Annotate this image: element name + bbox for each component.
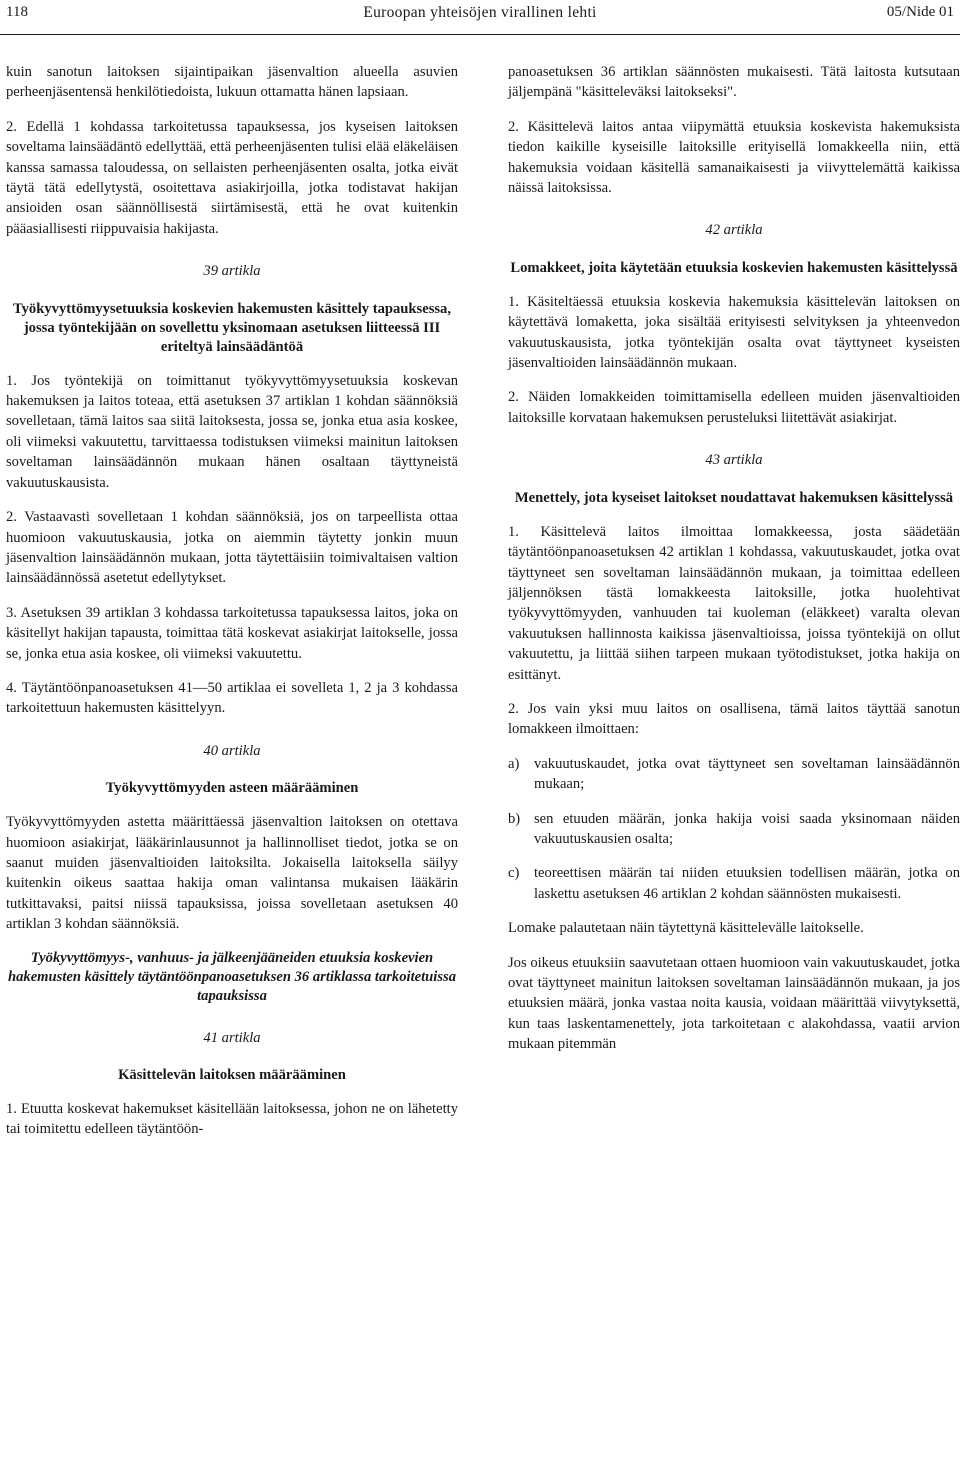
edition-label: 05/Nide 01 xyxy=(886,4,954,20)
paragraph: 2. Jos vain yksi muu laitos on osallisena, tämä laitos täyttää sanotun lomakkeen ilmoittaen: xyxy=(508,700,960,738)
journal-title: Euroopan yhteisöjen virallinen lehti xyxy=(363,4,597,21)
article-number-42: 42 artikla xyxy=(705,222,763,239)
page-number: 118 xyxy=(6,4,28,20)
paragraph: 1. Etuutta koskevat hakemukset käsitellään laitoksessa, johon ne on lähetetty tai toimitettu edelleen täytäntöön- xyxy=(6,1101,458,1138)
paragraph: 1. Käsiteltäessä etuuksia koskevia hakemuksia käsittelevän laitoksen on käytettävä lomaketta, joka sisältää erityisesti selvityksen ja yhteenvedon vakuutuskausista, jotka työntekijän osalta ovat täyttyneet kyseisten jäsenvaltioiden lainsäädännön mukaan. xyxy=(508,293,960,372)
left-column xyxy=(6,62,458,1154)
article-title-39: Työkyvyttömyysetuuksia koskevien hakemusten käsittely tapauksessa, jossa työntekijään on sovellettu yksinomaan asetuksen liitteessä III eriteltyä lainsäädäntöä xyxy=(12,300,451,355)
list-marker: a) xyxy=(508,755,520,772)
article-title-43: Menettely, jota kyseiset laitokset noudattavat hakemuksen käsittelyssä xyxy=(514,489,954,506)
list-text: vakuutuskaudet, jotka ovat täyttyneet sen soveltaman lainsäädännön mukaan; xyxy=(534,755,960,793)
right-column xyxy=(508,62,960,1069)
article-title-42: Lomakkeet, joita käytetään etuuksia koskevien hakemusten käsittelyssä xyxy=(510,259,958,276)
paragraph: 4. Täytäntöönpanoasetuksen 41—50 artiklaa ei sovelleta 1, 2 ja 3 kohdassa tarkoitettuun hakemusten käsittelyyn. xyxy=(6,679,458,717)
paragraph: Jos oikeus etuuksiin saavutetaan ottaen huomioon vain vakuutuskaudet, jotka ovat täyttyneet mainitun laitoksen soveltaman lainsäädännön mukaan, ja jos etuuksien määrä, jonka vastaa noita kausia, voidaan määrittää viivytyksettä, kun taas laskentamenettely, jota tarkoitetaan c alakohdassa, vaatii arvion mukaan pitemmän xyxy=(508,954,960,1053)
paragraph: 2. Käsittelevä laitos antaa viipymättä etuuksia koskevista hakemuksista tiedon kaikille kyseisille laitoksille erityisellä lomakkeella niin, että hakemuksia voidaan käsitellä samanaikaisesti ja viivyttelemättä kaikissa näissä laitoksissa. xyxy=(508,118,960,197)
paragraph: kuin sanotun laitoksen sijaintipaikan jäsenvaltion alueella asuvien perheenjäsentensä henkilötiedoista, lukuun ottamatta hänen lapsiaan. xyxy=(6,64,458,101)
article-title-41: Käsittelevän laitoksen määrääminen xyxy=(118,1067,346,1083)
header-rule xyxy=(0,34,960,35)
paragraph: 1. Käsittelevä laitos ilmoittaa lomakkeessa, josta säädetään täytäntöönpanoasetuksen 42 artiklan 1 kohdassa, vakuutuskaudet, jotka ovat täyttyneet sen soveltaman lainsäädännön mukaan, ja toimittaa edelleen jäljennöksen tästä lomakkeesta laitoksille, jotka huolehtivat työkyvyttömyyden, vanhuuden tai kuoleman (eläkkeet) varalta olevan vakuutuksen hallinnosta kaikissa jäsenvaltioissa, joissa työntekijä on ollut vakuutettu, ja liittää siihen tarpeen mukaan työtodistukset, jotka hakija on esittänyt. xyxy=(508,523,960,683)
paragraph: 2. Edellä 1 kohdassa tarkoitetussa tapauksessa, jos kyseisen laitoksen soveltama lainsäädäntö edellyttää, että perheenjäsenten tulisi elää eläkeläisen kanssa samassa taloudessa, on sellaisten perheenjäsenten osalta, jotka eivät täytä tätä edellytystä, osoitettava asiakirjoilla, jotka todistavat hakijan ansioiden osan säännöllisestä siirtämisestä, että he ovat kuitenkin pääasiallisesti riippuvaisia hakijasta. xyxy=(6,118,458,237)
list-text: teoreettisen määrän tai niiden etuuksien todellisen määrän, jotka on laskettu asetuksen 46 artiklan 2 kohdan säännösten mukaisesti. xyxy=(534,865,960,902)
article-title-40: Työkyvyttömyyden asteen määrääminen xyxy=(105,780,359,797)
paragraph: 3. Asetuksen 39 artiklan 3 kohdassa tarkoitetussa tapauksessa laitos, joka on käsitellyt hakijan tapausta, toimittaa tätä koskevat asiakirjat laitokselle, jossa se, jonka etua asia koskee, oli viimeksi vakuutettu. xyxy=(6,604,458,662)
section-subtitle: Työkyvyttömyys-, vanhuus- ja jälkeenjääneiden etuuksia koskevien hakemusten käsittely täytäntöönpanoasetuksen 36 artiklassa tarkoitetuissa tapauksissa xyxy=(7,949,456,1004)
paragraph: 2. Vastaavasti sovelletaan 1 kohdan säännöksiä, jos on tarpeellista ottaa huomioon vakuutuskausia, jotka on aiemmin täytetty jonkin muun jäsenvaltion lainsäädännön mukaan, jotta täytettäisiin toimivaltaisen valtion lainsäädännössä asetetut edellytykset. xyxy=(6,509,458,587)
list-marker: b) xyxy=(508,810,521,827)
article-number-41: 41 artikla xyxy=(203,1029,261,1046)
paragraph: Työkyvyttömyyden astetta määrittäessä jäsenvaltion laitoksen on otettava huomioon asiakirjat, lääkärinlausunnot ja hallinnolliset tiedot, jotka se on saanut muiden jäsenvaltioiden laitoksilta. Jokaisella laitoksella säilyy kuitenkin oikeus saattaa hakija oman valintansa mukaisen lääkärin tutkittavaksi, paitsi niissä tapauksissa, joissa sovelletaan asetuksen 40 artiklan 3 kohdan säännöksiä. xyxy=(6,814,458,933)
list-item xyxy=(508,754,960,795)
article-number-43: 43 artikla xyxy=(705,452,763,469)
list-item xyxy=(508,809,960,850)
page-header xyxy=(0,0,960,36)
paragraph: 2. Näiden lomakkeiden toimittamisella edelleen muiden jäsenvaltioiden laitoksille korvataan hakemuksen perusteluksi liitettävät asiakirjat. xyxy=(508,389,960,426)
article-number-40: 40 artikla xyxy=(203,742,261,759)
paragraph: 1. Jos työntekijä on toimittanut työkyvyttömyysetuuksia koskevan hakemuksen ja laitos toteaa, että asetuksen 37 artiklan 1 kohdan säännöksiä sovelletaan, tämä laitos saa siitä laitoksesta, jossa se, jonka etua asia koskee, oli viimeksi vakuutettu, tarvittaessa todistuksen viimeksi mainitun laitoksen soveltaman lainsäädännön mukaan hänen osaltaan täyttyneistä vakuutuskausista. xyxy=(6,372,458,491)
list-text: sen etuuden määrän, jonka hakija voisi saada yksinomaan näiden vakuutuskausien osalta; xyxy=(534,810,960,847)
paragraph: panoasetuksen 36 artiklan säännösten mukaisesti. Tätä laitosta kutsutaan jäljempänä "käsitteleväksi laitokseksi". xyxy=(508,64,960,101)
paragraph: Lomake palautetaan näin täytettynä käsittelevälle laitokselle. xyxy=(508,920,864,937)
list-marker: c) xyxy=(508,865,520,882)
list-item xyxy=(508,863,960,904)
article-number-39: 39 artikla xyxy=(203,263,261,280)
